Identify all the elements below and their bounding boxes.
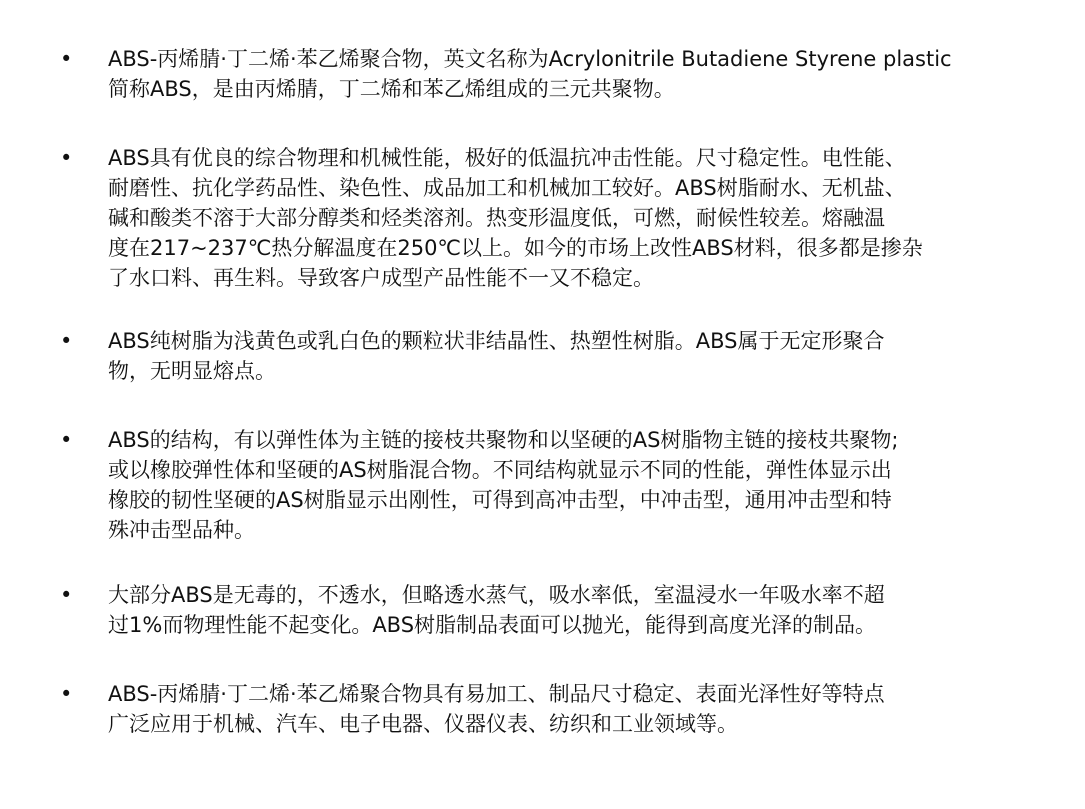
bullet-text: ABS纯树脂为浅黄色或乳白色的颗粒状非结晶性、热塑性树脂。ABS属于无定形聚合 物，无明显熔点。 (108, 329, 885, 383)
bullet-dot-icon: • (60, 583, 73, 607)
bullet-text: ABS-丙烯腈·丁二烯·苯乙烯聚合物，英文名称为Acrylonitrile Butadiene Styrene plastic 简称ABS，是由丙烯腈，丁二烯和苯乙烯组成的三元共聚物。 (108, 47, 952, 101)
bullet-text: ABS的结构，有以弹性体为主链的接枝共聚物和以坚硬的AS树脂物主链的接枝共聚物; 或以橡胶弹性体和坚硬的AS树脂混合物。不同结构就显示不同的性能，弹性体显示出 橡胶的韧性坚硬的AS树脂显示出刚性，可得到高冲击型，中冲击型，通用冲击型和特 殊冲击型品种。 (108, 428, 899, 542)
bullet-dot-icon: • (60, 682, 73, 706)
bullet-text: ABS-丙烯腈·丁二烯·苯乙烯聚合物具有易加工、制品尺寸稳定、表面光泽性好等特点 广泛应用于机械、汽车、电子电器、仪器仪表、纺织和工业领域等。 (108, 682, 885, 736)
bullet-text: 大部分ABS是无毒的，不透水，但略透水蒸气，吸水率低，室温浸水一年吸水率不超 过1%而物理性能不起变化。ABS树脂制品表面可以抛光，能得到高度光泽的制品。 (108, 583, 885, 637)
bullet-text: ABS具有优良的综合物理和机械性能，极好的低温抗冲击性能。尺寸稳定性。电性能、 耐磨性、抗化学药品性、染色性、成品加工和机械加工较好。ABS树脂耐水、无机盐、 碱和酸类不溶于大部分醇类和烃类溶剂。热变形温度低，可燃，耐候性较差。熔融温 度在217~237℃热分解温度在250℃以上。如今的市场上改性ABS材料，很多都是掺杂 了水口料、再生料。导致客户成型产品性能不一又不稳定。 (108, 146, 923, 290)
bullet-dot-icon: • (60, 428, 73, 452)
bullet-dot-icon: • (60, 146, 73, 170)
bullet-dot-icon: • (60, 329, 73, 353)
bullet-dot-icon: • (60, 47, 73, 71)
